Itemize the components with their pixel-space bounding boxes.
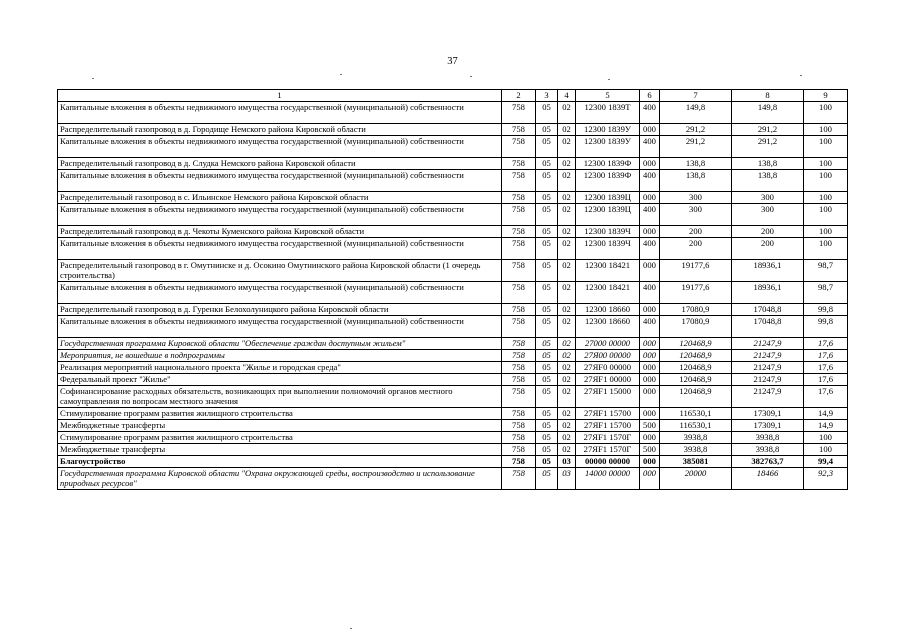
- executed-amount: 138,8: [732, 158, 804, 170]
- executed-amount: 21247,9: [732, 362, 804, 374]
- planned-amount: 138,8: [660, 158, 732, 170]
- subsection-code: 02: [558, 316, 576, 338]
- subsection-code: 02: [558, 192, 576, 204]
- row-name: Распределительный газопровод в д. Городище Немского района Кировской области: [58, 124, 502, 136]
- planned-amount: 300: [660, 192, 732, 204]
- executed-amount: 18466: [732, 468, 804, 490]
- subsection-code: 02: [558, 362, 576, 374]
- target-article-code: 12300 18421: [576, 260, 640, 282]
- executed-amount: 149,8: [732, 102, 804, 124]
- subsection-code: 02: [558, 374, 576, 386]
- executed-amount: 21247,9: [732, 374, 804, 386]
- expense-type-code: 000: [640, 468, 660, 490]
- subsection-code: 02: [558, 432, 576, 444]
- header-row: [58, 90, 848, 102]
- table-row: [58, 238, 848, 260]
- chapter-code: 758: [502, 136, 536, 158]
- chapter-code: 758: [502, 282, 536, 304]
- planned-amount: 3938,8: [660, 432, 732, 444]
- planned-amount: 300: [660, 204, 732, 226]
- expense-type-code: 500: [640, 420, 660, 432]
- section-code: 05: [536, 204, 558, 226]
- budget-table: [57, 89, 848, 490]
- subsection-code: 02: [558, 170, 576, 192]
- executed-amount: 300: [732, 204, 804, 226]
- executed-amount: 200: [732, 238, 804, 260]
- subsection-code: 02: [558, 304, 576, 316]
- planned-amount: 291,2: [660, 124, 732, 136]
- target-article-code: 12300 18660: [576, 304, 640, 316]
- execution-percent: 14,9: [804, 420, 848, 432]
- chapter-code: 758: [502, 432, 536, 444]
- expense-type-code: 000: [640, 456, 660, 468]
- section-code: 05: [536, 468, 558, 490]
- planned-amount: 120468,9: [660, 374, 732, 386]
- execution-percent: 100: [804, 158, 848, 170]
- target-article-code: 27ЯF1 15700: [576, 408, 640, 420]
- table-row: [58, 350, 848, 362]
- execution-percent: 100: [804, 444, 848, 456]
- expense-type-code: 400: [640, 204, 660, 226]
- target-article-code: 14000 00000: [576, 468, 640, 490]
- execution-percent: 100: [804, 170, 848, 192]
- expense-type-code: 000: [640, 374, 660, 386]
- target-article-code: 27ЯF1 15700: [576, 420, 640, 432]
- expense-type-code: 400: [640, 136, 660, 158]
- execution-percent: 99,4: [804, 456, 848, 468]
- planned-amount: 120468,9: [660, 338, 732, 350]
- executed-amount: 21247,9: [732, 350, 804, 362]
- target-article-code: 12300 1839У: [576, 136, 640, 158]
- target-article-code: 12300 1839Ф: [576, 158, 640, 170]
- row-name: Капитальные вложения в объекты недвижимого имущества государственной (муниципальной) собственности: [58, 102, 502, 124]
- expense-type-code: 400: [640, 170, 660, 192]
- execution-percent: 100: [804, 102, 848, 124]
- subsection-code: 02: [558, 158, 576, 170]
- target-article-code: 27ЯF1 00000: [576, 374, 640, 386]
- planned-amount: 149,8: [660, 102, 732, 124]
- planned-amount: 20000: [660, 468, 732, 490]
- planned-amount: 17080,9: [660, 304, 732, 316]
- table-row: [58, 260, 848, 282]
- table-row: [58, 374, 848, 386]
- target-article-code: 12300 1839Ц: [576, 192, 640, 204]
- chapter-code: 758: [502, 102, 536, 124]
- section-code: 05: [536, 456, 558, 468]
- executed-amount: 200: [732, 226, 804, 238]
- page-number: 37: [447, 56, 458, 67]
- chapter-code: 758: [502, 338, 536, 350]
- subsection-code: 02: [558, 350, 576, 362]
- scan-speck: [350, 628, 352, 629]
- section-code: 05: [536, 260, 558, 282]
- expense-type-code: 000: [640, 408, 660, 420]
- row-name: Капитальные вложения в объекты недвижимого имущества государственной (муниципальной) собственности: [58, 316, 502, 338]
- planned-amount: 3938,8: [660, 444, 732, 456]
- expense-type-code: 000: [640, 304, 660, 316]
- executed-amount: 21247,9: [732, 386, 804, 408]
- target-article-code: 27ЯF1 1570Г: [576, 444, 640, 456]
- subsection-code: 03: [558, 456, 576, 468]
- row-name: Распределительный газопровод в д. Чекоты Куменского района Кировской области: [58, 226, 502, 238]
- expense-type-code: 000: [640, 124, 660, 136]
- expense-type-code: 000: [640, 432, 660, 444]
- expense-type-code: 000: [640, 350, 660, 362]
- chapter-code: 758: [502, 204, 536, 226]
- chapter-code: 758: [502, 316, 536, 338]
- expense-type-code: 000: [640, 158, 660, 170]
- target-article-code: 27ЯF1 15000: [576, 386, 640, 408]
- table-row: [58, 158, 848, 170]
- section-code: 05: [536, 350, 558, 362]
- expense-type-code: 400: [640, 316, 660, 338]
- chapter-code: 758: [502, 444, 536, 456]
- section-code: 05: [536, 136, 558, 158]
- table-row: [58, 316, 848, 338]
- chapter-code: 758: [502, 260, 536, 282]
- expense-type-code: 000: [640, 192, 660, 204]
- subsection-code: 02: [558, 338, 576, 350]
- section-code: 05: [536, 158, 558, 170]
- table-row: [58, 136, 848, 158]
- header-cell: 1: [58, 90, 502, 102]
- scan-speck: [92, 78, 94, 79]
- chapter-code: 758: [502, 238, 536, 260]
- target-article-code: 00000 00000: [576, 456, 640, 468]
- executed-amount: 3938,8: [732, 444, 804, 456]
- table-row: [58, 420, 848, 432]
- execution-percent: 17,6: [804, 338, 848, 350]
- executed-amount: 382763,7: [732, 456, 804, 468]
- table-row: [58, 204, 848, 226]
- executed-amount: 17048,8: [732, 316, 804, 338]
- table-row: [58, 192, 848, 204]
- subsection-code: 02: [558, 420, 576, 432]
- section-code: 05: [536, 304, 558, 316]
- planned-amount: 385081: [660, 456, 732, 468]
- execution-percent: 98,7: [804, 260, 848, 282]
- section-code: 05: [536, 238, 558, 260]
- execution-percent: 17,6: [804, 386, 848, 408]
- chapter-code: 758: [502, 304, 536, 316]
- executed-amount: 17048,8: [732, 304, 804, 316]
- subsection-code: 02: [558, 238, 576, 260]
- target-article-code: 12300 1839Ф: [576, 170, 640, 192]
- table-row: [58, 124, 848, 136]
- section-code: 05: [536, 444, 558, 456]
- execution-percent: 99,8: [804, 316, 848, 338]
- row-name: Распределительный газопровод в д. Гуренки Белохолуницкого района Кировской области: [58, 304, 502, 316]
- execution-percent: 100: [804, 204, 848, 226]
- target-article-code: 12300 1839У: [576, 124, 640, 136]
- target-article-code: 12300 1839Т: [576, 102, 640, 124]
- subsection-code: 02: [558, 282, 576, 304]
- planned-amount: 116530,1: [660, 408, 732, 420]
- row-name: Капитальные вложения в объекты недвижимого имущества государственной (муниципальной) собственности: [58, 170, 502, 192]
- executed-amount: 17309,1: [732, 420, 804, 432]
- row-name: Распределительный газопровод в д. Слудка Немского района Кировской области: [58, 158, 502, 170]
- header-cell: 5: [576, 90, 640, 102]
- row-name: Капитальные вложения в объекты недвижимого имущества государственной (муниципальной) собственности: [58, 238, 502, 260]
- planned-amount: 138,8: [660, 170, 732, 192]
- table-row: [58, 102, 848, 124]
- subsection-code: 02: [558, 204, 576, 226]
- planned-amount: 291,2: [660, 136, 732, 158]
- chapter-code: 758: [502, 362, 536, 374]
- chapter-code: 758: [502, 408, 536, 420]
- table-row: [58, 170, 848, 192]
- chapter-code: 758: [502, 456, 536, 468]
- subsection-code: 03: [558, 468, 576, 490]
- subsection-code: 02: [558, 102, 576, 124]
- row-name: Межбюджетные трансферты: [58, 444, 502, 456]
- execution-percent: 100: [804, 136, 848, 158]
- section-code: 05: [536, 170, 558, 192]
- planned-amount: 120468,9: [660, 386, 732, 408]
- expense-type-code: 000: [640, 226, 660, 238]
- row-name: Государственная программа Кировской области "Обеспечение граждан доступным жильем": [58, 338, 502, 350]
- executed-amount: 291,2: [732, 124, 804, 136]
- budget-table-body: [58, 90, 848, 490]
- execution-percent: 100: [804, 226, 848, 238]
- planned-amount: 200: [660, 238, 732, 260]
- header-cell: 8: [732, 90, 804, 102]
- header-cell: 2: [502, 90, 536, 102]
- expense-type-code: 000: [640, 260, 660, 282]
- table-row: [58, 304, 848, 316]
- execution-percent: 17,6: [804, 362, 848, 374]
- table-row: [58, 456, 848, 468]
- row-name: Капитальные вложения в объекты недвижимого имущества государственной (муниципальной) собственности: [58, 282, 502, 304]
- scan-speck: [800, 75, 802, 76]
- row-name: Распределительный газопровод в с. Ильинское Немского района Кировской области: [58, 192, 502, 204]
- row-name: Федеральный проект "Жилье": [58, 374, 502, 386]
- header-cell: 9: [804, 90, 848, 102]
- section-code: 05: [536, 338, 558, 350]
- subsection-code: 02: [558, 260, 576, 282]
- row-name: Капитальные вложения в объекты недвижимого имущества государственной (муниципальной) собственности: [58, 136, 502, 158]
- execution-percent: 99,8: [804, 304, 848, 316]
- chapter-code: 758: [502, 374, 536, 386]
- expense-type-code: 000: [640, 338, 660, 350]
- planned-amount: 19177,6: [660, 260, 732, 282]
- planned-amount: 19177,6: [660, 282, 732, 304]
- scan-speck: [340, 74, 342, 75]
- planned-amount: 120468,9: [660, 350, 732, 362]
- section-code: 05: [536, 374, 558, 386]
- execution-percent: 100: [804, 124, 848, 136]
- row-name: Благоустройство: [58, 456, 502, 468]
- executed-amount: 17309,1: [732, 408, 804, 420]
- subsection-code: 02: [558, 124, 576, 136]
- planned-amount: 120468,9: [660, 362, 732, 374]
- expense-type-code: 000: [640, 386, 660, 408]
- section-code: 05: [536, 420, 558, 432]
- header-cell: 7: [660, 90, 732, 102]
- expense-type-code: 000: [640, 362, 660, 374]
- chapter-code: 758: [502, 170, 536, 192]
- executed-amount: 21247,9: [732, 338, 804, 350]
- subsection-code: 02: [558, 386, 576, 408]
- target-article-code: 12300 18660: [576, 316, 640, 338]
- table-row: [58, 386, 848, 408]
- subsection-code: 02: [558, 226, 576, 238]
- target-article-code: 27000 00000: [576, 338, 640, 350]
- table-row: [58, 226, 848, 238]
- chapter-code: 758: [502, 124, 536, 136]
- section-code: 05: [536, 386, 558, 408]
- row-name: Софинансирование расходных обязательств, возникающих при выполнении полномочий органов местного самоуправления по вопросам местного значения: [58, 386, 502, 408]
- target-article-code: 27ЯF1 1570Г: [576, 432, 640, 444]
- table-row: [58, 408, 848, 420]
- chapter-code: 758: [502, 468, 536, 490]
- execution-percent: 17,6: [804, 350, 848, 362]
- executed-amount: 18936,1: [732, 282, 804, 304]
- scan-speck: [470, 76, 472, 77]
- subsection-code: 02: [558, 444, 576, 456]
- execution-percent: 100: [804, 432, 848, 444]
- section-code: 05: [536, 362, 558, 374]
- header-cell: 4: [558, 90, 576, 102]
- planned-amount: 200: [660, 226, 732, 238]
- section-code: 05: [536, 282, 558, 304]
- execution-percent: 17,6: [804, 374, 848, 386]
- target-article-code: 12300 1839Ч: [576, 226, 640, 238]
- table-row: [58, 468, 848, 490]
- row-name: Межбюджетные трансферты: [58, 420, 502, 432]
- expense-type-code: 400: [640, 282, 660, 304]
- chapter-code: 758: [502, 350, 536, 362]
- execution-percent: 14,9: [804, 408, 848, 420]
- executed-amount: 300: [732, 192, 804, 204]
- section-code: 05: [536, 316, 558, 338]
- section-code: 05: [536, 432, 558, 444]
- executed-amount: 3938,8: [732, 432, 804, 444]
- planned-amount: 17080,9: [660, 316, 732, 338]
- header-cell: 6: [640, 90, 660, 102]
- execution-percent: 100: [804, 192, 848, 204]
- executed-amount: 291,2: [732, 136, 804, 158]
- expense-type-code: 400: [640, 238, 660, 260]
- execution-percent: 92,3: [804, 468, 848, 490]
- executed-amount: 138,8: [732, 170, 804, 192]
- chapter-code: 758: [502, 192, 536, 204]
- chapter-code: 758: [502, 386, 536, 408]
- target-article-code: 27ЯF0 00000: [576, 362, 640, 374]
- section-code: 05: [536, 124, 558, 136]
- row-name: Распределительный газопровод в г. Омутнинске и д. Осокино Омутнинского района Кировской области (1 очередь строительства): [58, 260, 502, 282]
- chapter-code: 758: [502, 158, 536, 170]
- execution-percent: 100: [804, 238, 848, 260]
- target-article-code: 12300 1839Ч: [576, 238, 640, 260]
- section-code: 05: [536, 408, 558, 420]
- target-article-code: 12300 18421: [576, 282, 640, 304]
- table-row: [58, 282, 848, 304]
- chapter-code: 758: [502, 420, 536, 432]
- table-row: [58, 432, 848, 444]
- row-name: Мероприятия, не вошедшие в подпрограммы: [58, 350, 502, 362]
- section-code: 05: [536, 102, 558, 124]
- subsection-code: 02: [558, 136, 576, 158]
- expense-type-code: 400: [640, 102, 660, 124]
- execution-percent: 98,7: [804, 282, 848, 304]
- row-name: Государственная программа Кировской области "Охрана окружающей среды, воспроизводство и использование природных ресурсов": [58, 468, 502, 490]
- expense-type-code: 500: [640, 444, 660, 456]
- table-row: [58, 444, 848, 456]
- row-name: Стимулирование программ развития жилищного строительства: [58, 408, 502, 420]
- subsection-code: 02: [558, 408, 576, 420]
- header-cell: 3: [536, 90, 558, 102]
- table-row: [58, 338, 848, 350]
- section-code: 05: [536, 226, 558, 238]
- planned-amount: 116530,1: [660, 420, 732, 432]
- row-name: Капитальные вложения в объекты недвижимого имущества государственной (муниципальной) собственности: [58, 204, 502, 226]
- executed-amount: 18936,1: [732, 260, 804, 282]
- table-row: [58, 362, 848, 374]
- row-name: Реализация мероприятий национального проекта "Жилье и городская среда": [58, 362, 502, 374]
- section-code: 05: [536, 192, 558, 204]
- chapter-code: 758: [502, 226, 536, 238]
- row-name: Стимулирование программ развития жилищного строительства: [58, 432, 502, 444]
- target-article-code: 12300 1839Ц: [576, 204, 640, 226]
- scan-speck: [608, 79, 610, 80]
- target-article-code: 27Я00 00000: [576, 350, 640, 362]
